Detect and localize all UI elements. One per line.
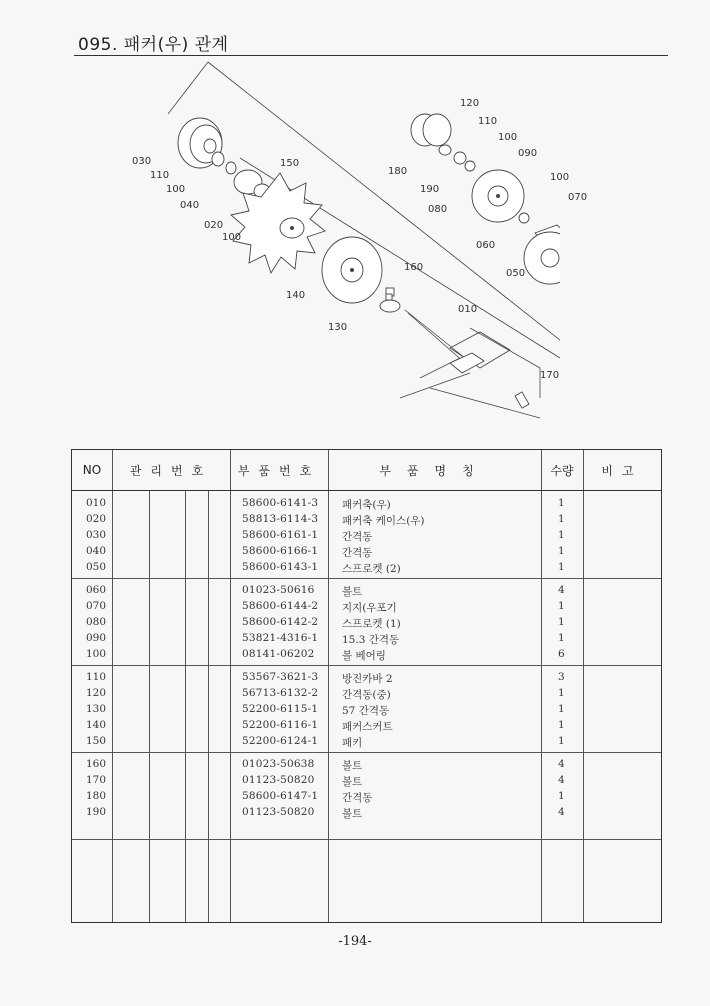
callout-label: 100 bbox=[222, 232, 242, 243]
part-name: 간격동(중) bbox=[342, 689, 391, 701]
callout-label: 180 bbox=[388, 166, 408, 177]
bearing-100-drawing bbox=[212, 152, 236, 174]
part-number: 01123-50820 bbox=[242, 774, 315, 786]
header-mgmt-number: 관리번호 bbox=[129, 463, 213, 478]
callout-label: 140 bbox=[286, 290, 306, 301]
item-number: 040 bbox=[86, 545, 107, 557]
quantity: 1 bbox=[558, 790, 565, 802]
table-row bbox=[72, 497, 661, 513]
quantity: 4 bbox=[558, 584, 565, 596]
header-remarks: 비고 bbox=[601, 463, 643, 478]
callout-label: 170 bbox=[540, 370, 560, 381]
table-row bbox=[72, 758, 661, 774]
part-name: 15.3 간격동 bbox=[342, 634, 400, 646]
header-part-number: 부품번호 bbox=[237, 463, 321, 478]
part-number: 53567-3621-3 bbox=[242, 671, 319, 683]
title-rule bbox=[74, 55, 668, 56]
callout-label: 080 bbox=[428, 204, 448, 215]
item-number: 090 bbox=[86, 632, 107, 644]
part-number: 01023-50638 bbox=[242, 758, 315, 770]
quantity: 1 bbox=[558, 545, 565, 557]
part-name: 패커축(우) bbox=[342, 499, 391, 511]
item-number: 010 bbox=[86, 497, 107, 509]
part-number: 52200-6116-1 bbox=[242, 719, 319, 731]
bearing-100b-drawing bbox=[519, 213, 529, 223]
quantity: 4 bbox=[558, 806, 565, 818]
part-name: 간격동 bbox=[342, 547, 373, 559]
part-name: 볼트 bbox=[342, 776, 363, 788]
table-row bbox=[72, 703, 661, 719]
part-name: 스프로켓 (2) bbox=[342, 563, 401, 575]
part-number: 58600-6144-2 bbox=[242, 600, 319, 612]
quantity: 1 bbox=[558, 687, 565, 699]
part-number: 52200-6115-1 bbox=[242, 703, 319, 715]
part-name: 패키 bbox=[342, 737, 363, 749]
item-number: 150 bbox=[86, 735, 107, 747]
callout-label: 070 bbox=[568, 192, 588, 203]
item-number: 180 bbox=[86, 790, 107, 802]
table-row bbox=[72, 790, 661, 806]
item-number: 080 bbox=[86, 616, 107, 628]
callout-label: 120 bbox=[460, 98, 480, 109]
part-name: 패커축 케이스(우) bbox=[342, 515, 425, 527]
callout-label: 150 bbox=[280, 158, 300, 169]
part-number: 58600-6161-1 bbox=[242, 529, 319, 541]
item-number: 120 bbox=[86, 687, 107, 699]
item-number: 060 bbox=[86, 584, 107, 596]
table-row bbox=[72, 632, 661, 648]
table-row bbox=[72, 687, 661, 703]
quantity: 1 bbox=[558, 719, 565, 731]
part-number: 58600-6147-1 bbox=[242, 790, 319, 802]
table-row bbox=[72, 600, 661, 616]
quantity: 1 bbox=[558, 497, 565, 509]
bearing-110-100-drawing bbox=[454, 152, 475, 171]
table-row bbox=[72, 648, 661, 664]
part-name: 볼트 bbox=[342, 586, 363, 598]
callout-label: 190 bbox=[420, 184, 440, 195]
spacer-130-drawing bbox=[380, 300, 400, 312]
parts-table bbox=[71, 449, 662, 923]
callout-label: 060 bbox=[476, 240, 496, 251]
part-number: 52200-6124-1 bbox=[242, 735, 319, 747]
item-number: 100 bbox=[86, 648, 107, 660]
packer-skirt-140-drawing bbox=[322, 237, 382, 303]
item-number: 050 bbox=[86, 561, 107, 573]
quantity: 1 bbox=[558, 561, 565, 573]
quantity: 1 bbox=[558, 703, 565, 715]
item-number: 070 bbox=[86, 600, 107, 612]
table-row bbox=[72, 735, 661, 751]
item-number: 020 bbox=[86, 513, 107, 525]
item-number: 030 bbox=[86, 529, 107, 541]
table-row bbox=[72, 584, 661, 600]
part-name: 볼트 bbox=[342, 760, 363, 772]
table-row bbox=[72, 513, 661, 529]
table-row bbox=[72, 774, 661, 790]
part-number: 08141-06202 bbox=[242, 648, 315, 660]
item-number: 140 bbox=[86, 719, 107, 731]
part-number: 58813-6114-3 bbox=[242, 513, 319, 525]
quantity: 3 bbox=[558, 671, 565, 683]
item-number: 170 bbox=[86, 774, 107, 786]
header-no: NO bbox=[82, 463, 102, 477]
sprocket-080-drawing bbox=[472, 170, 524, 222]
part-name: 볼 베어링 bbox=[342, 650, 386, 662]
quantity: 1 bbox=[558, 600, 565, 612]
callout-label: 130 bbox=[328, 322, 348, 333]
item-number: 190 bbox=[86, 806, 107, 818]
callout-label: 050 bbox=[506, 268, 526, 279]
part-name: 간격동 bbox=[342, 792, 373, 804]
part-number: 56713-6132-2 bbox=[242, 687, 319, 699]
item-number: 160 bbox=[86, 758, 107, 770]
part-number: 58600-6141-3 bbox=[242, 497, 319, 509]
part-name: 패커스커트 bbox=[342, 721, 393, 733]
page-title: 095. 패커(우) 관계 bbox=[78, 35, 229, 55]
table-row bbox=[72, 616, 661, 632]
part-name: 스프로켓 (1) bbox=[342, 618, 401, 630]
part-number: 01123-50820 bbox=[242, 806, 315, 818]
part-name: 방진카바 2 bbox=[342, 673, 393, 685]
quantity: 1 bbox=[558, 616, 565, 628]
page-number: -194- bbox=[338, 934, 372, 949]
callout-label: 160 bbox=[404, 262, 424, 273]
table-row bbox=[72, 719, 661, 735]
callout-label: 100 bbox=[166, 184, 186, 195]
callout-label: 030 bbox=[132, 156, 152, 167]
table-row bbox=[72, 545, 661, 561]
part-number: 58600-6142-2 bbox=[242, 616, 319, 628]
part-name: 지지(우포기 bbox=[342, 602, 397, 614]
table-row bbox=[72, 671, 661, 687]
callout-label: 100 bbox=[498, 132, 518, 143]
spacer-120-drawing bbox=[411, 114, 451, 146]
part-number: 53821-4316-1 bbox=[242, 632, 319, 644]
header-quantity: 수량 bbox=[550, 463, 574, 478]
callout-label: 110 bbox=[150, 170, 170, 181]
table-row bbox=[72, 529, 661, 545]
callout-label: 040 bbox=[180, 200, 200, 211]
quantity: 4 bbox=[558, 758, 565, 770]
quantity: 1 bbox=[558, 632, 565, 644]
quantity: 1 bbox=[558, 735, 565, 747]
table-row bbox=[72, 806, 661, 822]
callout-label: 100 bbox=[550, 172, 570, 183]
quantity: 6 bbox=[558, 648, 565, 660]
item-number: 110 bbox=[86, 671, 107, 683]
exploded-parts-diagram bbox=[120, 58, 588, 443]
part-name: 볼트 bbox=[342, 808, 363, 820]
part-number: 58600-6143-1 bbox=[242, 561, 319, 573]
part-name: 간격동 bbox=[342, 531, 373, 543]
part-number: 58600-6166-1 bbox=[242, 545, 319, 557]
quantity: 1 bbox=[558, 529, 565, 541]
part-number: 01023-50616 bbox=[242, 584, 315, 596]
quantity: 1 bbox=[558, 513, 565, 525]
part-name: 57 간격동 bbox=[342, 705, 390, 717]
callout-label: 020 bbox=[204, 220, 224, 231]
callout-label: 010 bbox=[458, 304, 478, 315]
quantity: 4 bbox=[558, 774, 565, 786]
callout-label: 090 bbox=[518, 148, 538, 159]
callout-label: 110 bbox=[478, 116, 498, 127]
header-part-name: 부품명칭 bbox=[379, 463, 490, 478]
spacer-180-drawing bbox=[439, 145, 451, 155]
table-row bbox=[72, 561, 661, 577]
bolt-160-drawing bbox=[386, 288, 394, 300]
sprocket-050-drawing bbox=[524, 232, 560, 284]
item-number: 130 bbox=[86, 703, 107, 715]
